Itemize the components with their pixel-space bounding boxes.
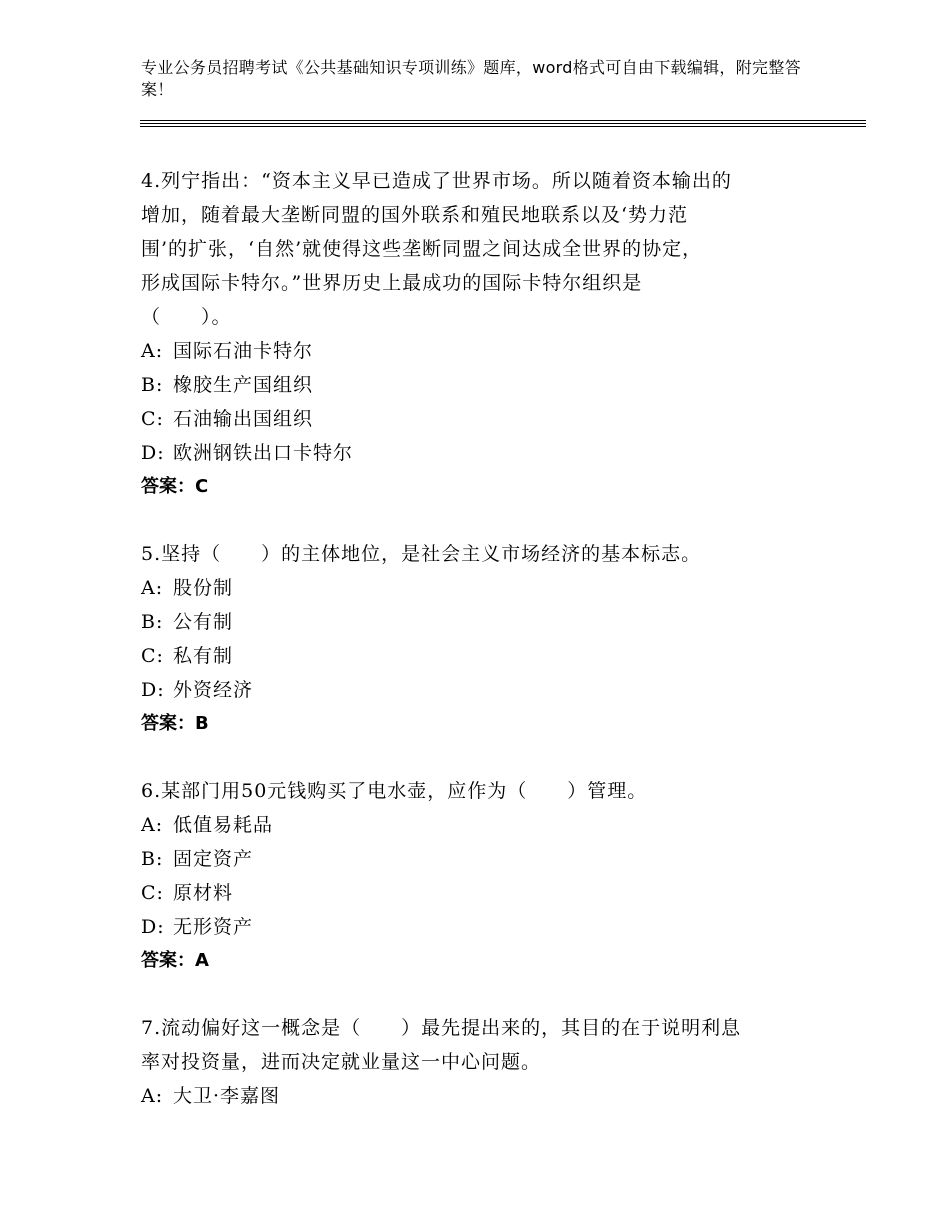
question-6 <box>141 774 801 978</box>
option-text: 低值易耗品 <box>173 814 274 836</box>
option-letter: B: <box>141 848 164 870</box>
option-a <box>141 1079 801 1113</box>
option-letter: B: <box>141 611 164 633</box>
option-d <box>141 673 801 707</box>
question-stem-line: 4.列宁指出：“资本主义早已造成了世界市场。所以随着资本输出的 <box>141 170 732 192</box>
question-stem-line: 形成国际卡特尔。”世界历史上最成功的国际卡特尔组织是 <box>141 272 643 294</box>
question-stem-line: 率对投资量，进而决定就业量这一中心问题。 <box>141 1051 542 1073</box>
answer-line: 答案：A <box>141 950 209 971</box>
option-letter: C: <box>141 882 164 904</box>
option-a <box>141 334 801 368</box>
question-stem-line: （ ）。 <box>141 306 232 328</box>
option-b <box>141 368 801 402</box>
option-a <box>141 808 801 842</box>
option-text: 无形资产 <box>173 916 254 938</box>
option-text: 欧洲钢铁出口卡特尔 <box>173 442 354 464</box>
option-letter: A: <box>141 814 164 836</box>
option-text: 公有制 <box>173 611 234 633</box>
answer-line: 答案：C <box>141 476 209 497</box>
option-text: 石油输出国组织 <box>173 408 314 430</box>
option-text: 大卫·李嘉图 <box>173 1085 281 1107</box>
question-list <box>141 164 801 1146</box>
option-text: 外资经济 <box>173 679 254 701</box>
option-letter: A: <box>141 577 164 599</box>
option-letter: D: <box>141 916 165 938</box>
option-c <box>141 876 801 910</box>
question-stem-line: 围’的扩张，‘自然’就使得这些垄断同盟之间达成全世界的协定， <box>141 238 703 260</box>
option-d <box>141 436 801 470</box>
option-text: 私有制 <box>173 645 234 667</box>
answer-line: 答案：B <box>141 713 209 734</box>
option-text: 橡胶生产国组织 <box>173 374 314 396</box>
option-text: 固定资产 <box>173 848 254 870</box>
option-text: 股份制 <box>173 577 234 599</box>
option-letter: B: <box>141 374 164 396</box>
question-stem-line: 增加，随着最大垄断同盟的国外联系和殖民地联系以及‘势力范 <box>141 204 689 226</box>
question-4 <box>141 164 801 504</box>
option-text: 国际石油卡特尔 <box>173 340 314 362</box>
question-stem-line: 5.坚持（ ）的主体地位，是社会主义市场经济的基本标志。 <box>141 543 702 565</box>
option-c <box>141 402 801 436</box>
option-letter: A: <box>141 1085 164 1107</box>
option-b <box>141 842 801 876</box>
question-stem-line: 6.某部门用50元钱购买了电水壶，应作为（ ）管理。 <box>141 780 648 802</box>
option-text: 原材料 <box>173 882 234 904</box>
option-b <box>141 605 801 639</box>
option-letter: D: <box>141 442 165 464</box>
question-5 <box>141 537 801 741</box>
option-letter: A: <box>141 340 164 362</box>
option-a <box>141 571 801 605</box>
option-d <box>141 910 801 944</box>
option-letter: C: <box>141 645 164 667</box>
option-letter: D: <box>141 679 165 701</box>
option-c <box>141 639 801 673</box>
header-divider <box>140 120 866 127</box>
document-header: 专业公务员招聘考试《公共基础知识专项训练》题库，word格式可自由下载编辑，附完整答案！ <box>141 58 801 99</box>
question-7 <box>141 1011 801 1113</box>
question-stem-line: 7.流动偏好这一概念是（ ）最先提出来的，其目的在于说明利息 <box>141 1017 742 1039</box>
option-letter: C: <box>141 408 164 430</box>
